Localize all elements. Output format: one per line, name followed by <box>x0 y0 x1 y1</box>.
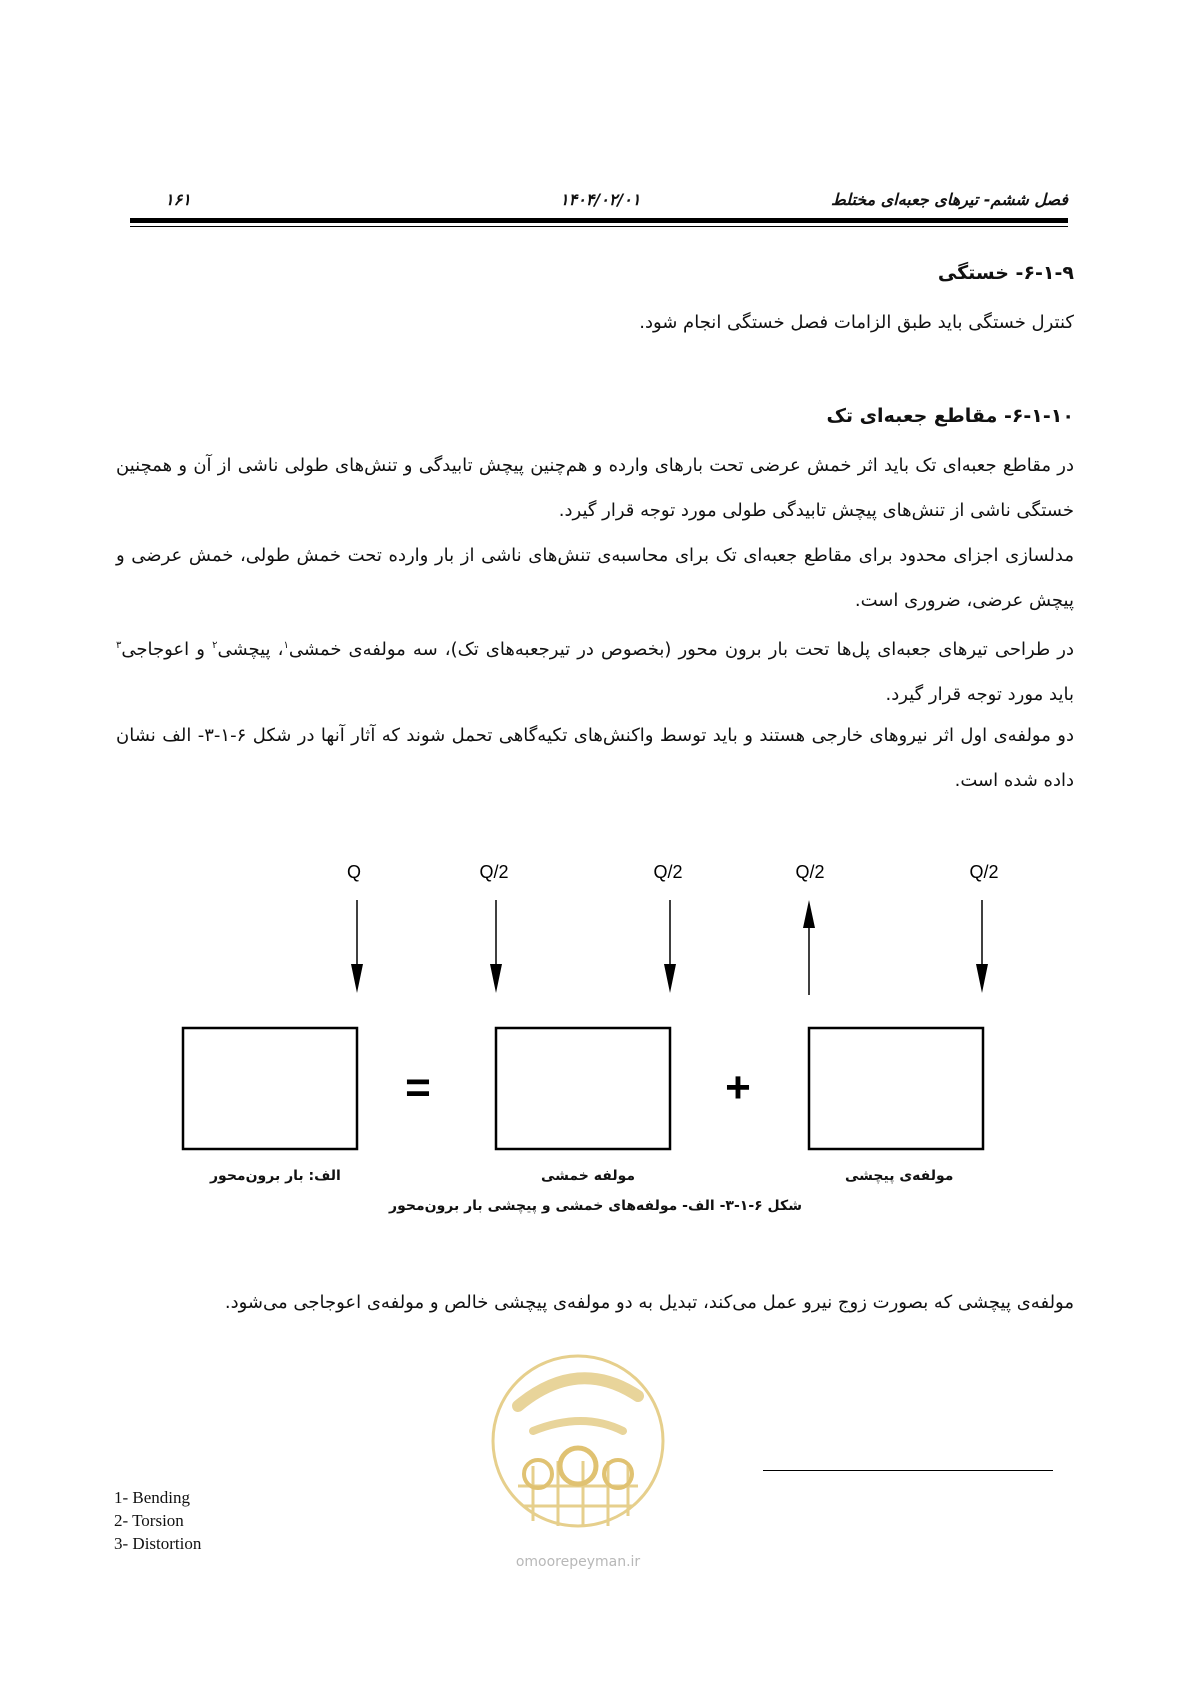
load-label-torsion-left: Q/2 <box>795 862 825 882</box>
header-rule-thin <box>130 226 1068 227</box>
footnote-ref-3: ۳ <box>116 640 122 651</box>
chapter-title: فصل ششم- تیرهای جعبه‌ای مختلط <box>830 190 1068 209</box>
section-heading-single-box: ۶-۱-۱۰- مقاطع جعبه‌ای تک <box>826 405 1074 427</box>
label-eccentric-load: الف: بار برون‌محور <box>210 1168 341 1184</box>
box-eccentric-load <box>183 1028 357 1149</box>
paragraph-external-forces: دو مولفه‌ی اول اثر نیروهای خارجی هستند و باید توسط واکنش‌های تکیه‌گاهی تحمل شوند که آثار آنها در شکل ۶-۱-۳- الف نشان داده شده است. <box>116 725 1075 791</box>
load-label-bending-left: Q/2 <box>479 862 509 882</box>
load-label-torsion-right: Q/2 <box>969 862 999 882</box>
paragraph-three-components: در طراحی تیرهای جعبه‌ای پل‌ها تحت بار برون محور (بخصوص در تیرجعبه‌های تک)، سه مولفه‌ی خمشی$^۱$، پیچشی$^۲$ و اعوجاجی$^۳$ باید مورد توجه قرار گیرد. <box>116 639 1075 705</box>
footnote-separator <box>763 1470 1053 1471</box>
header-date: ۱۴۰۴/۰۲/۰۱ <box>560 190 641 209</box>
paragraph-transverse-bending: در مقاطع جعبه‌ای تک باید اثر خمش عرضی تحت بارهای وارده و هم‌چنین پیچش تابیدگی و تنش‌های طولی ناشی از آن و همچنین خستگی ناشی از تنش‌های پیچش تابیدگی طولی مورد توجه قرار گیرد. <box>116 455 1074 521</box>
footnotes <box>114 1486 201 1555</box>
fatigue-paragraph: کنترل خستگی باید طبق الزامات فصل خستگی انجام شود. <box>639 312 1074 333</box>
arrow-up-torsion-left <box>803 900 815 995</box>
paragraph-fem-modeling: مدلسازی اجزای محدود برای مقاطع جعبه‌ای تک برای محاسبه‌ی تنش‌های ناشی از بار وارده تحت خمش طولی، خمش عرضی و پیچش عرضی، ضروری است. <box>116 545 1074 611</box>
box-torsion-component <box>809 1028 983 1149</box>
equals-sign: = <box>405 1063 431 1112</box>
paragraph-torsion-split: مولفه‌ی پیچشی که بصورت زوج نیرو عمل می‌کند، تبدیل به دو مولفه‌ی پیچشی خالص و مولفه‌ی اعوجاجی می‌شود. <box>224 1292 1074 1313</box>
plus-sign: + <box>725 1063 751 1112</box>
watermark-url: omoorepeyman.ir <box>515 1554 641 1570</box>
figure-diagram <box>0 858 1191 1188</box>
footnote-ref-1: ۱ <box>283 640 289 651</box>
header-rule-thick <box>130 218 1068 223</box>
footnote-1: 1- Bending <box>114 1488 191 1507</box>
seal-icon <box>488 1336 668 1576</box>
arrow-down-q <box>351 900 363 993</box>
load-decomposition-figure <box>0 858 1191 1218</box>
arrow-down-torsion-right <box>976 900 988 993</box>
section-heading-fatigue: ۶-۱-۹- خستگی <box>937 262 1074 284</box>
load-label-bending-right: Q/2 <box>653 862 683 882</box>
footnote-2: 2- Torsion <box>114 1511 184 1530</box>
load-label-q: Q <box>346 862 362 882</box>
footnote-3: 3- Distortion <box>114 1534 202 1553</box>
page-number: ۱۶۱ <box>165 190 191 209</box>
watermark-logo <box>488 1336 668 1576</box>
arrow-down-bending-left <box>490 900 502 993</box>
label-torsion-component: مولفه‌ی پیچشی <box>845 1168 954 1184</box>
box-bending-component <box>496 1028 670 1149</box>
footnote-ref-2: ۲ <box>212 640 218 651</box>
arrow-down-bending-right <box>664 900 676 993</box>
figure-caption: شکل ۶-۱-۳- الف- مولفه‌های خمشی و پیچشی بار برون‌محور <box>389 1198 802 1214</box>
running-header <box>130 190 1068 214</box>
label-bending-component: مولفه خمشی <box>541 1168 636 1184</box>
